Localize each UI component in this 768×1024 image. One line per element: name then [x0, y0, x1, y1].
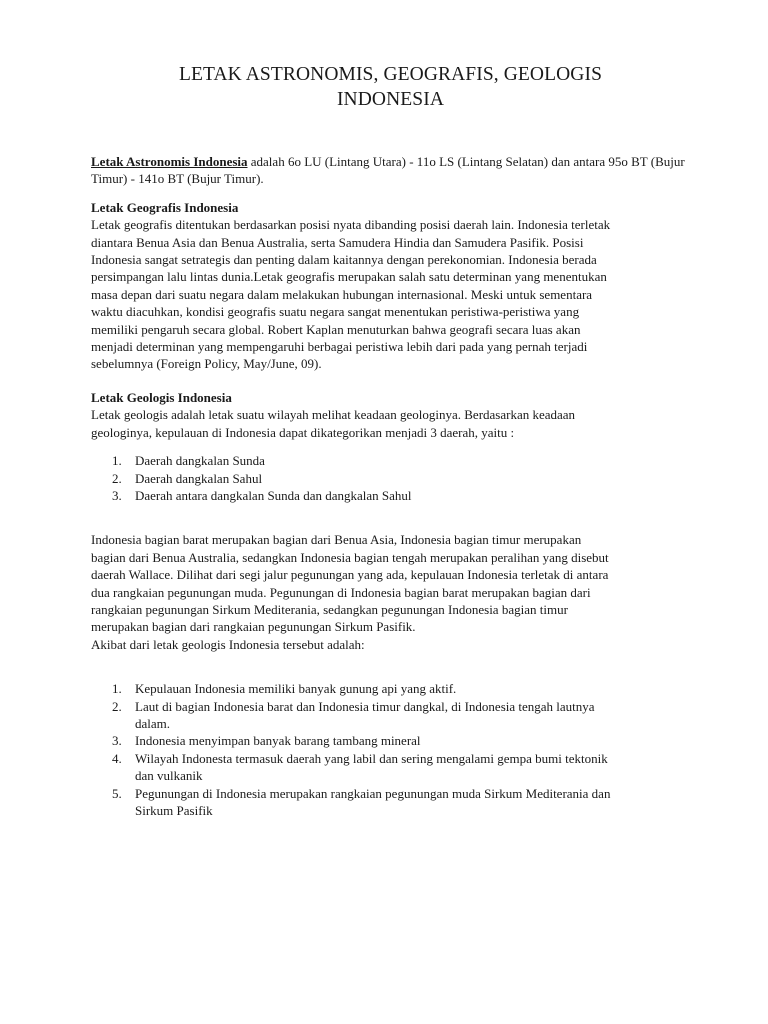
document-page [0, 62, 768, 1024]
list-item-text: Laut di bagian Indonesia barat dan Indonesia timur dangkal, di Indonesia tengah lautnya [135, 698, 595, 714]
geografis-body [91, 216, 692, 373]
region-list [91, 452, 692, 504]
text-line: bagian dari Benua Australia, sedangkan Indonesia bagian tengah merupakan peralihan yang disebut [91, 549, 609, 565]
list-number: 2. [112, 698, 122, 714]
list-number: 2. [112, 470, 122, 486]
geologis-intro [91, 406, 692, 441]
list-number: 3. [112, 733, 122, 749]
list-item-text: Daerah dangkalan Sunda [135, 453, 265, 469]
text-line: sebelumnya (Foreign Policy, May/June, 09). [91, 356, 322, 372]
text-line: Letak geologis adalah letak suatu wilayah melihat keadaan geologinya. Berdasarkan keadaan [91, 407, 576, 423]
geologis-body [91, 531, 692, 653]
text-line: geologinya, kepulauan di Indonesia dapat dikategorikan menjadi 3 daerah, yaitu : [91, 424, 515, 440]
list-item [91, 470, 692, 487]
list-item [91, 698, 692, 733]
geografis-section [91, 199, 692, 373]
title-line-1: LETAK ASTRONOMIS, GEOGRAFIS, GEOLOGIS [178, 64, 603, 85]
list-item-text: Indonesia menyimpan banyak barang tambang mineral [135, 733, 421, 749]
geografis-heading: Letak Geografis Indonesia [91, 199, 239, 215]
list-item-text: Daerah dangkalan Sahul [135, 470, 263, 486]
geologis-heading: Letak Geologis Indonesia [91, 389, 232, 405]
list-item [91, 785, 692, 820]
list-item-text: Daerah antara dangkalan Sunda dan dangkalan Sahul [135, 487, 412, 503]
text-line: rangkaian pegunungan Sirkum Mediterania, sedangkan pegunungan Indonesia bagian timur [91, 601, 568, 617]
text-line: merupakan bagian dari rangkaian pegunungan Sirkum Pasifik. [91, 619, 416, 635]
list-number: 1. [112, 681, 122, 697]
list-number: 4. [112, 750, 122, 766]
consequence-list [91, 680, 692, 819]
list-item-text: dalam. [135, 715, 171, 731]
list-item-text: Pegunungan di Indonesia merupakan rangkaian pegunungan muda Sirkum Mediterania dan [135, 785, 611, 801]
list-item [91, 750, 692, 785]
text-line: persimpangan lalu lintas dunia.Letak geografis merupakan salah satu determinan yang menentukan [91, 269, 607, 285]
title-line-2: INDONESIA [336, 89, 445, 110]
list-number: 5. [112, 785, 122, 801]
astronomis-paragraph [91, 153, 692, 188]
list-item [91, 680, 692, 697]
geologis-section [91, 389, 692, 820]
text-line: diantara Benua Asia dan Benua Australia, serta Samudera Hindia dan Samudera Pasifik. Posisi [91, 234, 584, 250]
list-item-text: dan vulkanik [135, 768, 203, 784]
astronomis-lead: Letak Astronomis Indonesia [91, 154, 248, 169]
text-line: memiliki pengaruh secara global. Robert Kaplan menuturkan bahwa geografi secara luas akan [91, 321, 581, 337]
text-line: dua rangkaian pegunungan muda. Pegunungan di Indonesia bagian barat merupakan bagian dari [91, 584, 591, 600]
list-number: 3. [112, 487, 122, 503]
list-item [91, 452, 692, 469]
list-item-text: Wilayah Indonesta termasuk daerah yang labil dan sering mengalami gempa bumi tektonik [135, 750, 608, 766]
list-number: 1. [112, 453, 122, 469]
astronomis-text: adalah 6o LU (Lintang Utara) - 11o LS (Lintang Selatan) dan antara 95o BT (Bujur Timur) - 141o BT (Bujur Timur). [91, 154, 685, 187]
text-line: Letak geografis ditentukan berdasarkan posisi nyata dibanding posisi daerah lain. Indonesia terletak [91, 217, 611, 233]
list-item-text: Sirkum Pasifik [135, 803, 213, 818]
text-line: menjadi determinan yang mempengaruhi berbagai peristiwa lebih dari pada yang pernah terjadi [91, 339, 588, 355]
list-item-text: Kepulauan Indonesia memiliki banyak gunung api yang aktif. [135, 681, 457, 697]
text-line: masa depan dari suatu negara dalam melakukan hubungan internasional. Meski untuk sementara [91, 286, 593, 302]
page-title [91, 62, 692, 112]
text-line: Indonesia bagian barat merupakan bagian dari Benua Asia, Indonesia bagian timur merupakan [91, 532, 582, 548]
text-line: daerah Wallace. Dilihat dari segi jalur pegunungan yang ada, kepulauan Indonesia terletak di antara [91, 567, 609, 583]
list-item [91, 487, 692, 504]
list-item [91, 732, 692, 749]
text-line: Indonesia sangat setrategis dan penting dalam kaitannya dengan perekonomian. Indonesia berada [91, 252, 597, 268]
text-line: Akibat dari letak geologis Indonesia tersebut adalah: [91, 636, 365, 652]
text-line: waktu diacuhkan, kondisi geografis suatu negara sangat menentukan peristiwa-peristiwa yang [91, 304, 580, 320]
